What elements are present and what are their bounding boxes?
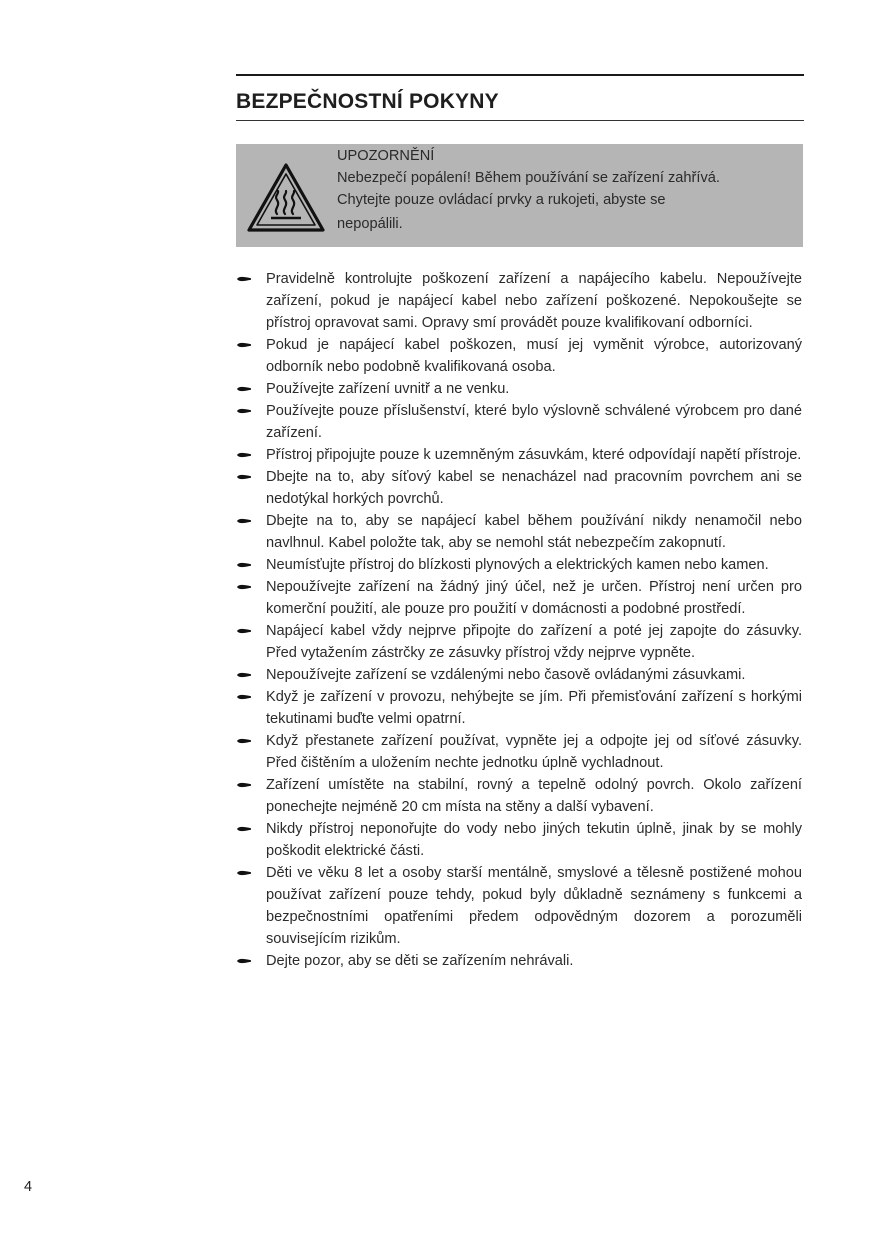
bullet-arrow-icon <box>237 694 251 700</box>
bullet-arrow-icon <box>237 386 251 392</box>
list-item-text: Přístroj připojujte pouze k uzemněným zásuvkám, které odpovídají napětí přístroje. <box>266 447 802 463</box>
bullet-arrow-icon <box>237 826 251 832</box>
list-item <box>236 334 802 378</box>
bullet-arrow-icon <box>237 562 251 568</box>
list-item-text: Používejte pouze příslušenství, které bylo výslovně schválené výrobcem pro dané zařízení. <box>266 403 802 441</box>
list-item-text: Zařízení umístěte na stabilní, rovný a tepelně odolný povrch. Okolo zařízení ponechejte nejméně 20 cm místa na stěny a další vybavení. <box>266 777 802 815</box>
list-item-text: Neumísťujte přístroj do blízkosti plynových a elektrických kamen nebo kamen. <box>266 557 769 573</box>
warning-text <box>337 144 797 235</box>
list-item-text: Když je zařízení v provozu, nehýbejte se jím. Při přemisťování zařízení s horkými tekutinami buďte velmi opatrní. <box>266 689 802 727</box>
bullet-arrow-icon <box>237 408 251 414</box>
list-item-text: Pokud je napájecí kabel poškozen, musí jej vyměnit výrobce, autorizovaný odborník nebo podobně kvalifikovaná osoba. <box>266 337 802 375</box>
warning-line-2: Chytejte pouze ovládací prvky a rukojeti, abyste se <box>337 192 666 208</box>
list-item <box>236 378 802 400</box>
bullet-arrow-icon <box>237 738 251 744</box>
list-item-text: Dejte pozor, aby se děti se zařízením nehrávali. <box>266 953 574 969</box>
list-item <box>236 576 802 620</box>
bullet-arrow-icon <box>237 870 251 876</box>
list-item <box>236 950 802 972</box>
bullet-arrow-icon <box>237 672 251 678</box>
warning-line-1: Nebezpečí popálení! Během používání se zařízení zahřívá. <box>337 170 720 186</box>
bullet-arrow-icon <box>237 628 251 634</box>
list-item <box>236 268 802 334</box>
list-item-text: Nepoužívejte zařízení se vzdálenými nebo časově ovládanými zásuvkami. <box>266 667 746 683</box>
list-item-text: Když přestanete zařízení používat, vypněte jej a odpojte jej od síťové zásuvky. Před čištěním a uložením nechte jednotku úplně vychladnout. <box>266 733 802 771</box>
list-item <box>236 730 802 774</box>
list-item-text: Používejte zařízení uvnitř a ne venku. <box>266 381 510 397</box>
section-title: BEZPEČNOSTNÍ POKYNY <box>236 90 499 113</box>
list-item-text: Pravidelně kontrolujte poškození zařízení a napájecího kabelu. Nepoužívejte zařízení, pokud je napájecí kabel nebo zařízení poškozené. Nepokoušejte se přístroj opravovat sami. Opravy smí provádět pouze kvalifikovaní odborníci. <box>266 271 802 331</box>
list-item <box>236 466 802 510</box>
list-item-text: Dbejte na to, aby se napájecí kabel během používání nikdy nenamočil nebo navlhnul. Kabel položte tak, aby se nemohl stát nebezpečím zakopnutí. <box>266 513 802 551</box>
hot-surface-warning-icon <box>246 162 326 234</box>
list-item <box>236 818 802 862</box>
list-item <box>236 686 802 730</box>
bullet-arrow-icon <box>237 518 251 524</box>
list-item-text: Dbejte na to, aby síťový kabel se nenacházel nad pracovním povrchem ani se nedotýkal horkých povrchů. <box>266 469 802 507</box>
list-item <box>236 862 802 950</box>
warning-box <box>236 144 803 247</box>
bullet-arrow-icon <box>237 474 251 480</box>
list-item <box>236 444 802 466</box>
top-rule <box>236 74 804 76</box>
title-underline <box>236 120 804 121</box>
list-item <box>236 554 802 576</box>
bullet-arrow-icon <box>237 958 251 964</box>
bullet-arrow-icon <box>237 342 251 348</box>
list-item <box>236 774 802 818</box>
warning-heading: UPOZORNĚNÍ <box>337 148 435 164</box>
list-item <box>236 620 802 664</box>
list-item <box>236 400 802 444</box>
bullet-arrow-icon <box>237 584 251 590</box>
list-item <box>236 664 802 686</box>
bullet-arrow-icon <box>237 276 251 282</box>
page-number: 4 <box>24 1179 33 1195</box>
safety-instructions-list <box>236 268 802 972</box>
bullet-arrow-icon <box>237 452 251 458</box>
list-item <box>236 510 802 554</box>
warning-line-3: nepopálili. <box>337 216 403 232</box>
list-item-text: Napájecí kabel vždy nejprve připojte do zařízení a poté jej zapojte do zásuvky. Před vytažením zástrčky ze zásuvky přístroj vždy nejprve vypněte. <box>266 623 802 661</box>
list-item-text: Nikdy přístroj neponořujte do vody nebo jiných tekutin úplně, jinak by se mohly poškodit elektrické části. <box>266 821 802 859</box>
bullet-arrow-icon <box>237 782 251 788</box>
list-item-text: Nepoužívejte zařízení na žádný jiný účel, než je určen. Přístroj není určen pro komerční použití, ale pouze pro použití v domácnosti a podobné prostředí. <box>266 579 802 617</box>
list-item-text: Děti ve věku 8 let a osoby starší mentálně, smyslové a tělesně postižené mohou používat zařízení pouze tehdy, pokud byly důkladně seznámeny s funkcemi a bezpečnostními opatřeními předem odpovědným dozorem a porozuměli souvisejícím rizikům. <box>266 865 802 947</box>
